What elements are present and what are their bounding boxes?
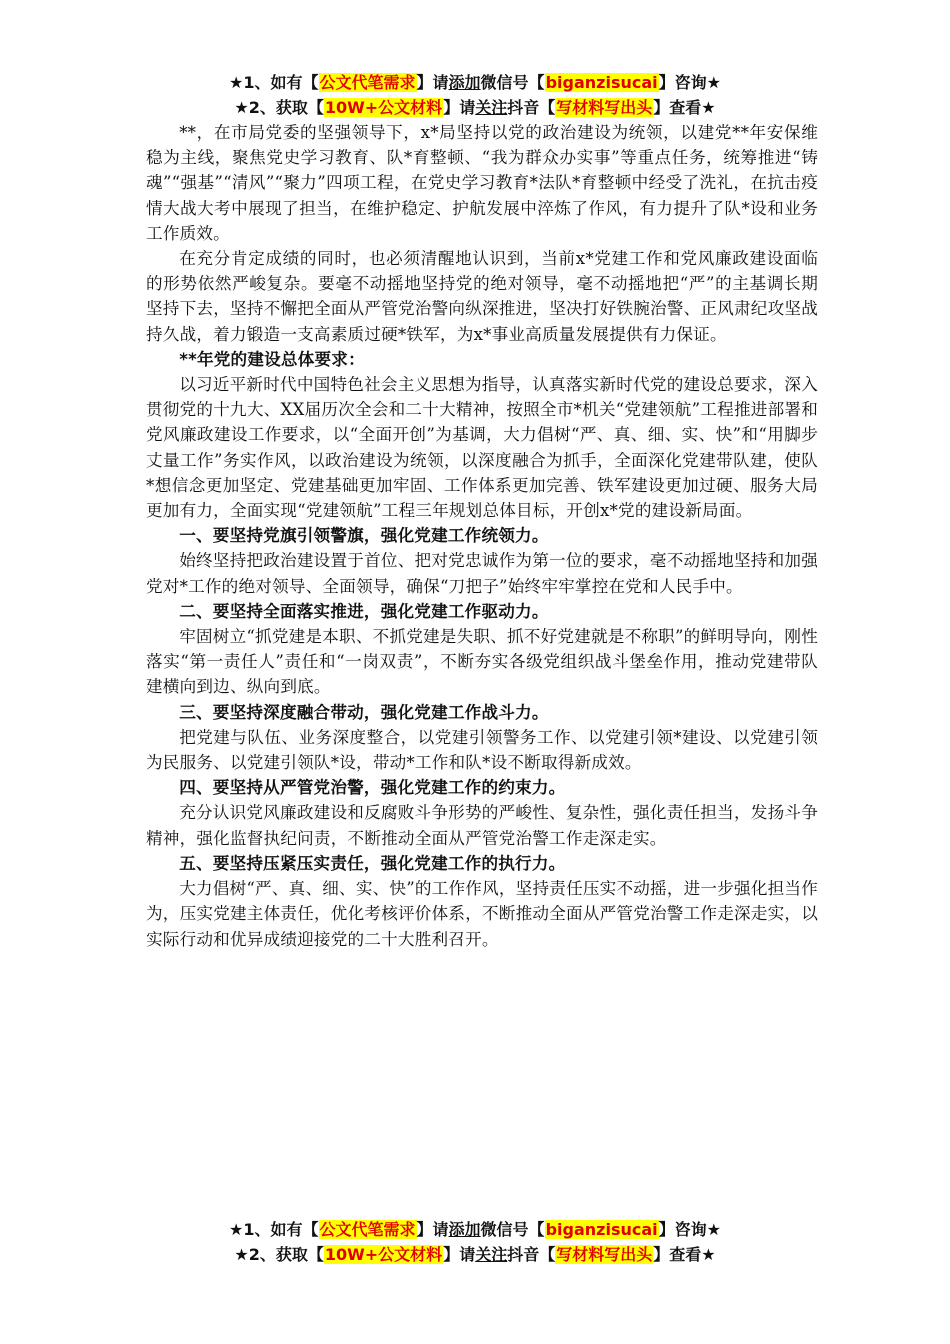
banner-line-1	[0, 1217, 950, 1242]
banner-underline: 添加	[448, 1220, 481, 1239]
banner-text: ★1、如有【	[229, 1220, 319, 1239]
banner-text: 】请	[416, 1220, 449, 1239]
banner-highlight: 10W+公文材料	[324, 98, 443, 117]
section-heading: 五、要坚持压紧压实责任，强化党建工作的执行力。	[179, 853, 566, 873]
banner-text: ★2、获取【	[234, 98, 324, 117]
paragraph: 始终坚持把政治建设置于首位、把对党忠诚作为第一位的要求，毫不动摇地坚持和加强党对*工作的绝对领导、全面领导，确保“刀把子”始终牢牢掌控在党和人民手中。	[146, 551, 818, 596]
banner-highlight: biganzisucai	[545, 1220, 658, 1239]
banner-text: 】查看★	[653, 1245, 716, 1264]
banner-highlight: 10W+公文材料	[324, 1245, 443, 1264]
paragraph: 在充分肯定成绩的同时，也必须清醒地认识到，当前x*党建工作和党风廉政建设面临的形势依然严峻复杂。要毫不动摇地坚持党的绝对领导，毫不动摇地把“严”的主基调长期坚持下去，坚持不懈把全面从严管党治警向纵深推进，坚决打好铁腕治警、正风肃纪攻坚战持久战，着力锻造一支高素质过硬*铁军，为x*事业高质量发展提供有力保证。	[146, 249, 818, 344]
header-banner	[0, 70, 950, 120]
banner-text: 】请	[443, 98, 476, 117]
banner-text: 】查看★	[653, 98, 716, 117]
banner-text: 】咨询★	[658, 73, 721, 92]
banner-highlight: biganzisucai	[545, 73, 658, 92]
banner-underline: 关注	[475, 98, 508, 117]
banner-text: 抖音【	[507, 1245, 556, 1264]
banner-highlight: 写材料写出头	[556, 98, 653, 117]
paragraph: **，在市局党委的坚强领导下，x*局坚持以党的政治建设为统领，以建党**年安保维稳为主线，聚焦党史学习教育、队*育整顿、“我为群众办实事”等重点任务，统筹推进“铸魂”“强基”“清风”“聚力”四项工程，在党史学习教育*法队*育整顿中经受了洗礼，在抗击疫情大战大考中展现了担当，在维护稳定、护航发展中淬炼了作风，有力提升了队*设和业务工作质效。	[146, 123, 818, 243]
footer-banner	[0, 1217, 950, 1267]
section-heading: 二、要坚持全面落实推进，强化党建工作驱动力。	[179, 601, 549, 621]
banner-highlight: 写材料写出头	[556, 1245, 653, 1264]
banner-text: 】咨询★	[658, 1220, 721, 1239]
paragraph: 牢固树立“抓党建是本职、不抓党建是失职、抓不好党建就是不称职”的鲜明导向，刚性落实“第一责任人”责任和“一岗双责”，不断夯实各级党组织战斗堡垒作用，推动党建带队建横向到边、纵向到底。	[146, 627, 818, 697]
banner-text: ★2、获取【	[234, 1245, 324, 1264]
section-heading: 一、要坚持党旗引领警旗，强化党建工作统领力。	[179, 526, 549, 546]
paragraph: 以习近平新时代中国特色社会主义思想为指导，认真落实新时代党的建设总要求，深入贯彻党的十九大、XX届历次全会和二十大精神，按照全市*机关“党建领航”工程推进部署和党风廉政建设工作要求，以“全面开创”为基调，大力倡树“严、真、细、实、快”和“用脚步丈量工作”务实作风，以政治建设为统领，以深度融合为抓手，全面深化党建带队建，使队*想信念更加坚定、党建基础更加牢固、工作体系更加完善、铁军建设更加过硬、服务大局更加有力，全面实现“党建领航”工程三年规划总体目标，开创x*党的建设新局面。	[146, 375, 818, 521]
banner-line-2	[0, 95, 950, 120]
section-heading: **年党的建设总体要求：	[179, 349, 365, 369]
section-heading: 三、要坚持深度融合带动，强化党建工作战斗力。	[179, 702, 549, 722]
paragraph: 充分认识党风廉政建设和反腐败斗争形势的严峻性、复杂性，强化责任担当，发扬斗争精神，强化监督执纪问责，不断推动全面从严管党治警工作走深走实。	[146, 803, 818, 848]
banner-line-1	[0, 70, 950, 95]
banner-text: 】请	[416, 73, 449, 92]
banner-highlight: 公文代笔需求	[319, 73, 416, 92]
document-body	[146, 120, 818, 952]
paragraph: 把党建与队伍、业务深度整合，以党建引领警务工作、以党建引领*建设、以党建引领为民服务、以党建引领队*设，带动*工作和队*设不断取得新成效。	[146, 727, 818, 773]
banner-text: ★1、如有【	[229, 73, 319, 92]
banner-underline: 关注	[475, 1245, 508, 1264]
paragraph: 大力倡树“严、真、细、实、快”的工作作风，坚持责任压实不动摇，进一步强化担当作为，压实党建主体责任，优化考核评价体系，不断推动全面从严管党治警工作走深走实，以实际行动和优异成绩迎接党的二十大胜利召开。	[146, 879, 818, 949]
banner-text: 】请	[443, 1245, 476, 1264]
section-heading: 四、要坚持从严管党治警，强化党建工作的约束力。	[179, 778, 566, 798]
banner-text: 抖音【	[507, 98, 556, 117]
banner-line-2	[0, 1242, 950, 1267]
banner-text: 微信号【	[480, 1220, 545, 1239]
banner-highlight: 公文代笔需求	[319, 1220, 416, 1239]
banner-underline: 添加	[448, 73, 481, 92]
banner-text: 微信号【	[480, 73, 545, 92]
